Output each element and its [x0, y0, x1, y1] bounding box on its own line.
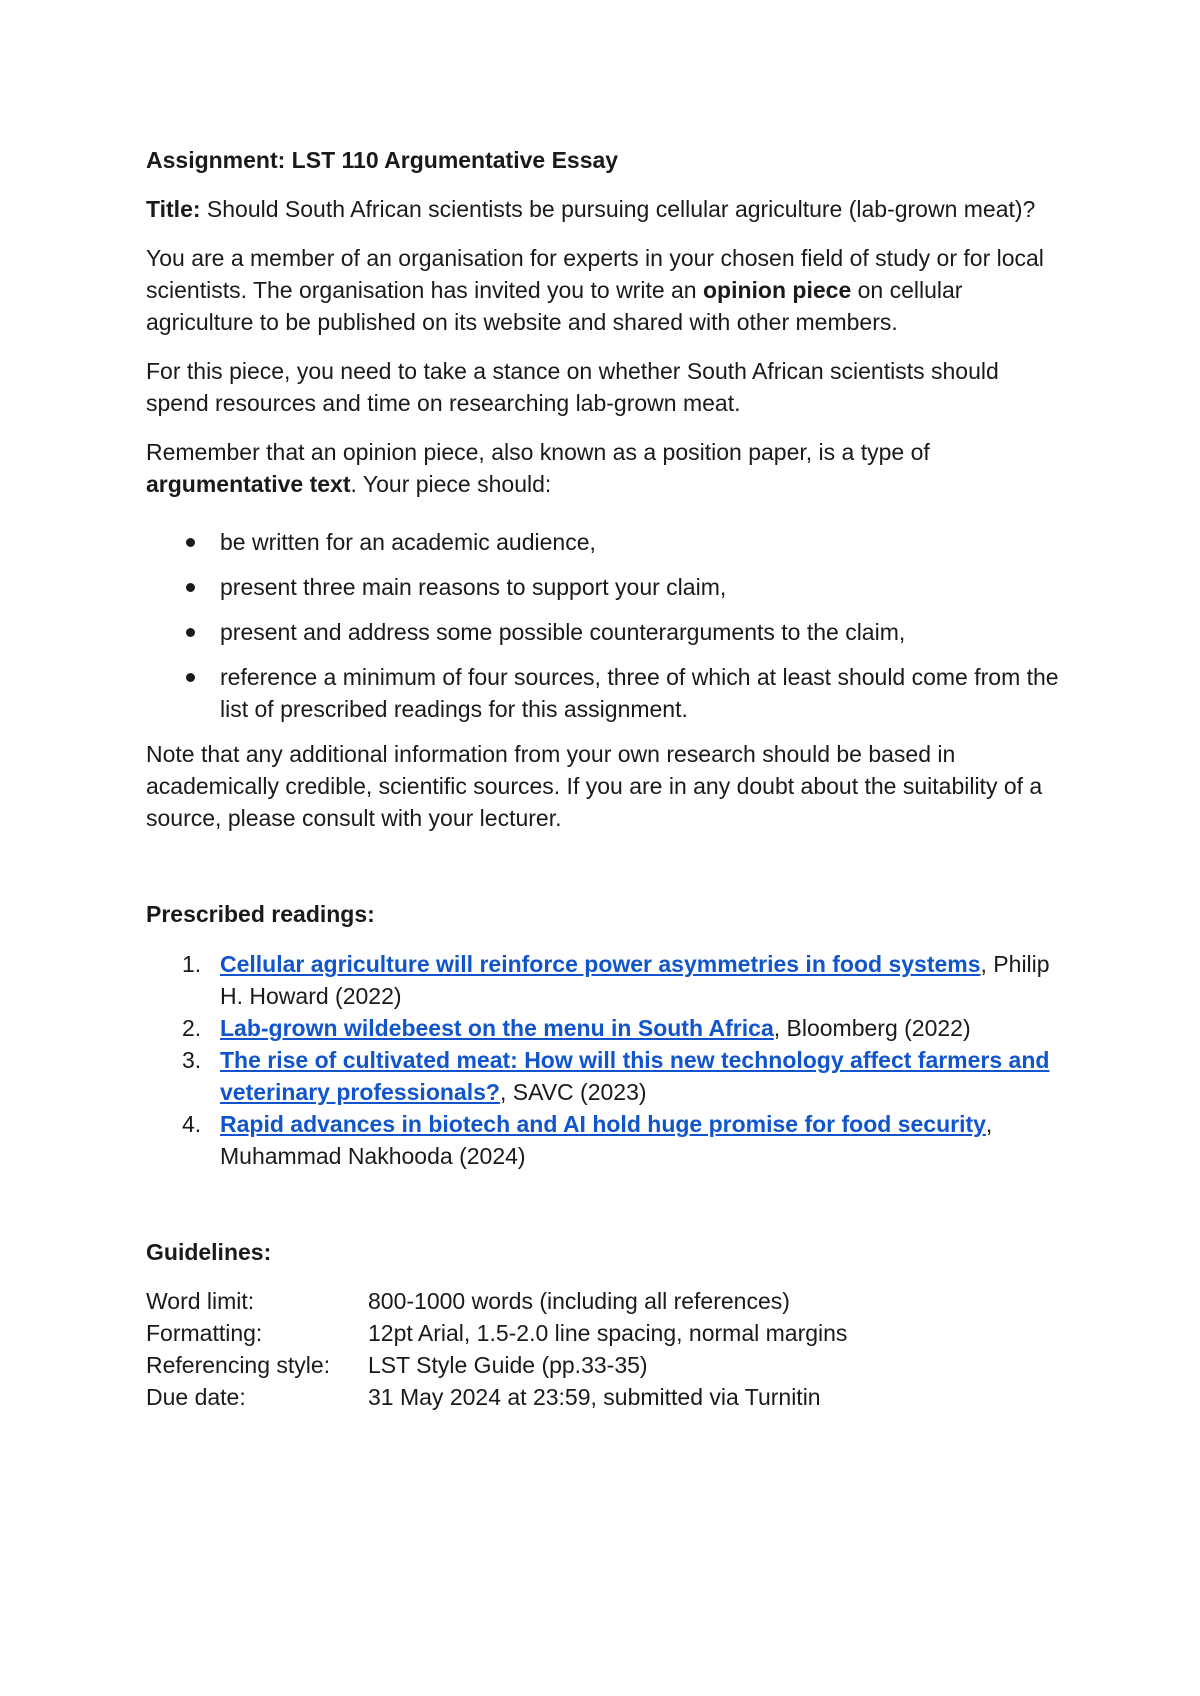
list-number: 4.	[182, 1111, 202, 1137]
essay-title	[146, 193, 1066, 225]
table-row	[146, 1349, 847, 1381]
guidelines-heading: Guidelines:	[146, 1239, 272, 1265]
reading-link-2[interactable]: Lab-grown wildebeest on the menu in South Africa	[220, 1015, 774, 1041]
document-page	[146, 144, 1066, 1413]
list-item	[146, 571, 1066, 603]
requirement-text: present and address some possible counterarguments to the claim,	[220, 619, 906, 645]
guideline-label: Due date:	[146, 1384, 246, 1410]
guideline-label: Referencing style:	[146, 1352, 331, 1378]
table-row	[146, 1285, 847, 1317]
requirement-text: reference a minimum of four sources, three of which at least should come from the list of prescribed readings for this assignment.	[220, 664, 1059, 722]
intro-paragraph-3	[146, 436, 1066, 500]
list-item	[146, 1012, 1066, 1044]
bullet-icon	[186, 538, 195, 547]
reading-citation: , Bloomberg (2022)	[773, 1015, 971, 1041]
guideline-value: 12pt Arial, 1.5-2.0 line spacing, normal margins	[368, 1320, 848, 1346]
title-label: Title:	[146, 196, 201, 222]
intro-p1-text-end: on cellular agriculture to be published on its website and shared with other members.	[146, 277, 963, 335]
requirements-list	[146, 526, 1066, 725]
reading-citation: , Philip H. Howard (2022)	[220, 951, 1050, 1009]
intro-paragraph-1	[146, 242, 1066, 338]
guideline-label: Word limit:	[146, 1288, 255, 1314]
guideline-value: LST Style Guide (pp.33-35)	[368, 1352, 648, 1378]
reading-citation: , Muhammad Nakhooda (2024)	[220, 1111, 993, 1169]
assignment-heading: Assignment: LST 110 Argumentative Essay	[146, 147, 619, 173]
list-item	[146, 661, 1066, 725]
guideline-value: 31 May 2024 at 23:59, submitted via Turnitin	[368, 1384, 821, 1410]
reading-link-3[interactable]: The rise of cultivated meat: How will this new technology affect farmers and veterinary professionals?	[220, 1047, 1050, 1105]
intro-p1-bold: opinion piece	[703, 277, 852, 303]
list-item	[146, 1044, 1066, 1108]
list-number: 3.	[182, 1047, 202, 1073]
table-row	[146, 1317, 847, 1349]
intro-paragraph-2: For this piece, you need to take a stance on whether South African scientists should spend resources and time on researching lab-grown meat.	[146, 358, 999, 416]
intro-p3-text-end: . Your piece should:	[350, 471, 552, 497]
reading-citation: , SAVC (2023)	[499, 1079, 647, 1105]
list-number: 2.	[182, 1015, 202, 1041]
reading-link-4[interactable]: Rapid advances in biotech and AI hold huge promise for food security	[220, 1111, 986, 1137]
guidelines-table	[146, 1285, 847, 1413]
guideline-value: 800-1000 words (including all references)	[368, 1288, 790, 1314]
intro-p3-bold: argumentative text	[146, 471, 351, 497]
list-item	[146, 948, 1066, 1012]
bullet-icon	[186, 628, 195, 637]
bullet-icon	[186, 583, 195, 592]
list-item	[146, 616, 1066, 648]
readings-heading: Prescribed readings:	[146, 901, 375, 927]
note-paragraph: Note that any additional information from your own research should be based in academically credible, scientific sources. If you are in any doubt about the suitability of a source, please consult with your lecturer.	[146, 741, 1043, 831]
readings-list	[146, 948, 1066, 1172]
list-item	[146, 1108, 1066, 1172]
bullet-icon	[186, 673, 195, 682]
intro-p1-text: You are a member of an organisation for experts in your chosen field of study or for local scientists. The organisation has invited you to write an	[146, 245, 1044, 303]
title-text: Should South African scientists be pursuing cellular agriculture (lab-grown meat)?	[200, 196, 1036, 222]
list-item	[146, 526, 1066, 558]
list-number: 1.	[182, 951, 202, 977]
intro-p3-text: Remember that an opinion piece, also known as a position paper, is a type of	[146, 439, 930, 465]
table-row	[146, 1381, 847, 1413]
requirement-text: be written for an academic audience,	[220, 529, 596, 555]
requirement-text: present three main reasons to support your claim,	[220, 574, 727, 600]
reading-link-1[interactable]: Cellular agriculture will reinforce power asymmetries in food systems	[220, 951, 981, 977]
guideline-label: Formatting:	[146, 1320, 263, 1346]
